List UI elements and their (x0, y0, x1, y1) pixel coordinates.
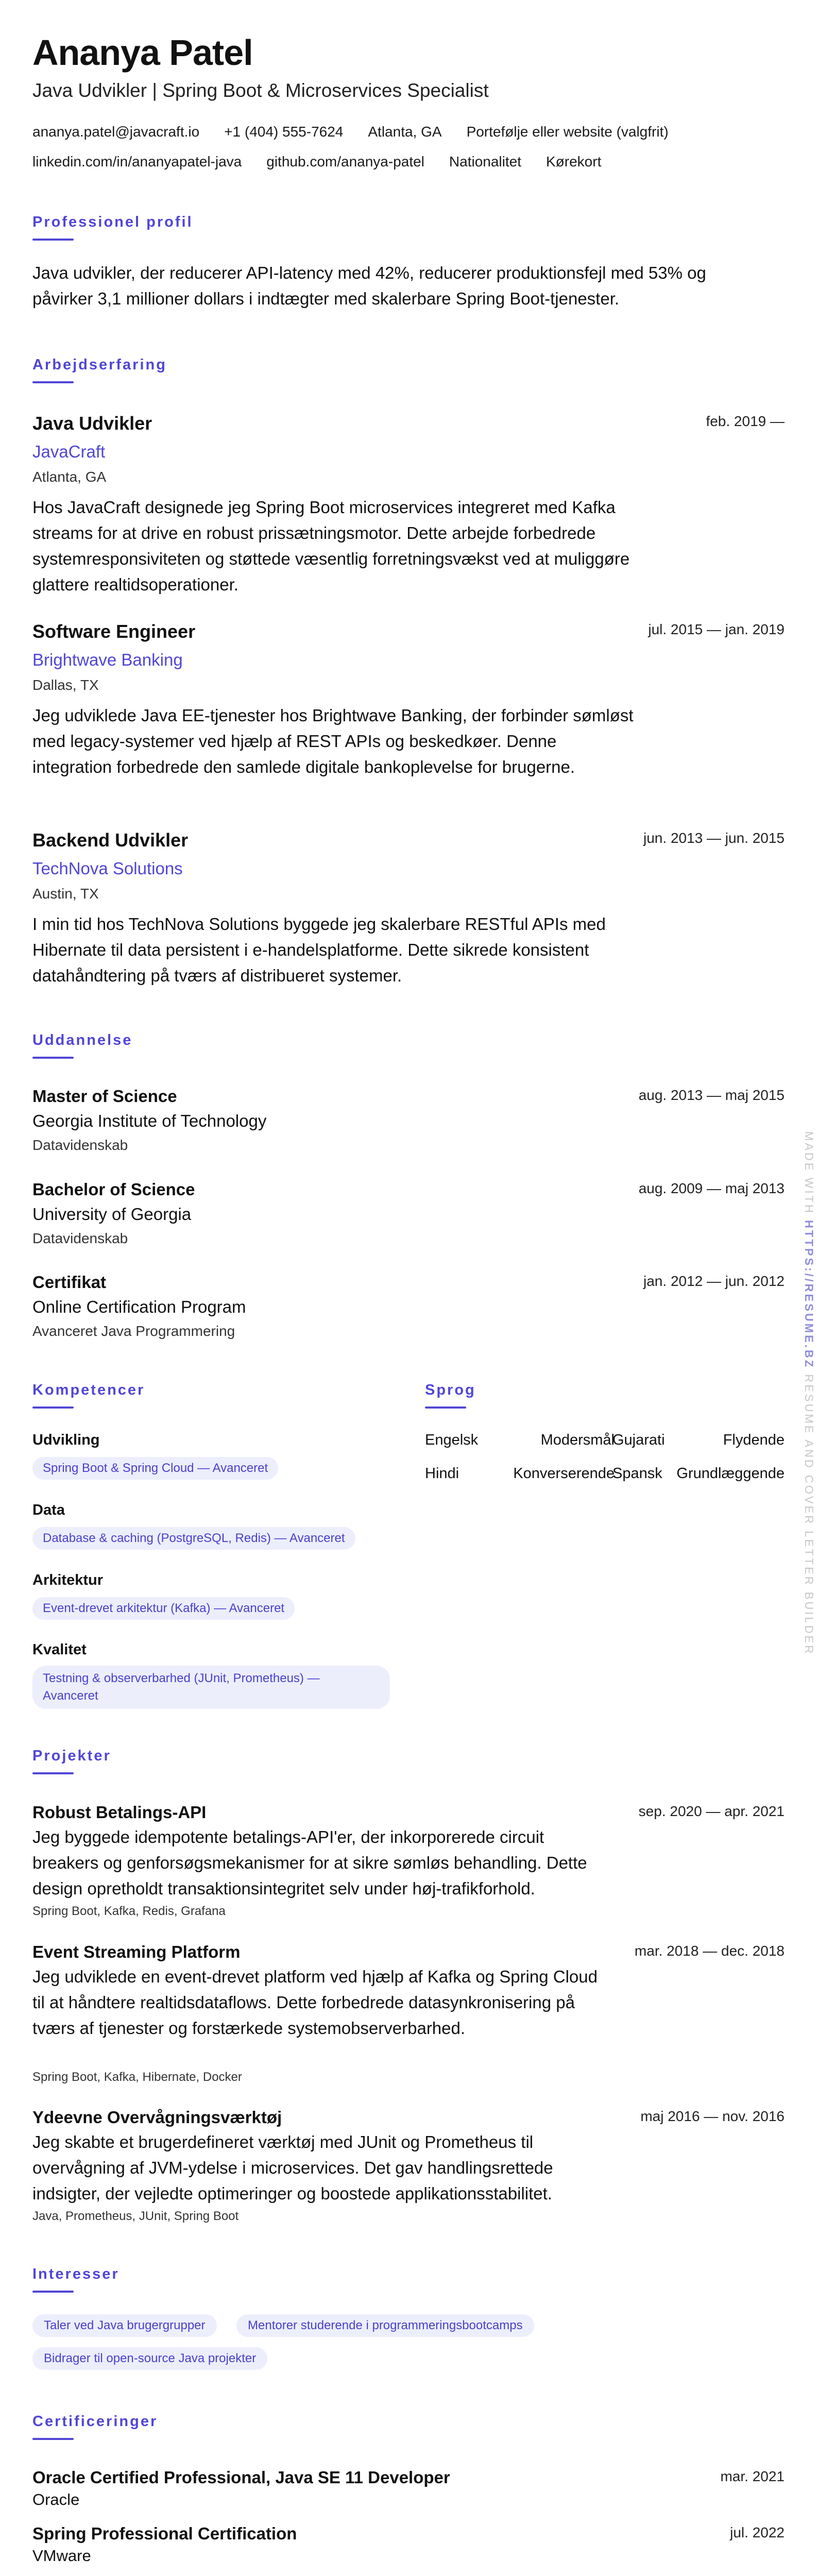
job-title: Backend Udvikler (32, 829, 189, 851)
watermark-prefix: MADE WITH (803, 1131, 815, 1220)
skill-pill-line: Testning & observerbarhed (JUnit, Prometheus) — (43, 1671, 320, 1685)
certifications-heading-underline (32, 2438, 74, 2440)
edu-date: aug. 2013 — maj 2015 (638, 1087, 785, 1103)
education-heading: Uddannelse (32, 1032, 133, 1048)
phone-link[interactable]: +1 (404) 555-7624 (224, 124, 344, 140)
job-company: JavaCraft (32, 442, 106, 461)
job-description: Jeg udviklede Java EE-tjenester hos Brightwave Banking, der forbinder sømløst med legacy-systemer ved hjælp af REST APIs og beskedkøer. Denne integration forbedrede den samlede digitale bankoplevelse for brugerne. (32, 706, 634, 776)
job-date: jul. 2015 — jan. 2019 (648, 621, 785, 637)
skill-pill: Database & caching (PostgreSQL, Redis) — Avanceret (32, 1527, 355, 1550)
profile-text: Java udvikler, der reducerer API-latency med 42%, reducerer produktionsfejl med 53% og påvirker 3,1 millioner dollars i indtægter med skalerbare Spring Boot-tjenester. (32, 263, 706, 308)
edu-school: Georgia Institute of Technology (32, 1111, 267, 1130)
job-title: Software Engineer (32, 621, 196, 642)
github-link[interactable]: github.com/ananya-patel (266, 154, 424, 170)
project-title: Event Streaming Platform (32, 1942, 241, 1961)
cert-org: Oracle (32, 2490, 80, 2509)
project-tech: Spring Boot, Kafka, Hibernate, Docker (32, 2070, 242, 2084)
cert-date: mar. 2021 (720, 2468, 785, 2484)
candidate-name: Ananya Patel (32, 32, 253, 73)
email-link[interactable]: ananya.patel@javacraft.io (32, 124, 200, 140)
education-heading-underline (32, 1057, 74, 1059)
skills-heading: Kompetencer (32, 1382, 145, 1398)
language-level: Modersmål (540, 1432, 615, 1448)
languages-heading-underline (425, 1406, 466, 1409)
skills-heading-underline (32, 1406, 74, 1409)
project-description: Jeg udviklede en event-drevet platform ved hjælp af Kafka og Spring Cloud til at håndtere realtidsdataflows. Dette forbedrede datasynkronisering på tværs af tjenester og forstærkede systemobserverbarhed. (32, 1967, 598, 2038)
watermark-link[interactable]: HTTPS://RESUME.BZ (803, 1220, 815, 1369)
cert-name: Oracle Certified Professional, Java SE 11 Developer (32, 2468, 450, 2487)
skill-category: Kvalitet (32, 1641, 87, 1658)
location-text: Atlanta, GA (368, 124, 442, 140)
projects-heading: Projekter (32, 1748, 111, 1764)
job-company: Brightwave Banking (32, 650, 183, 669)
language-name: Hindi (425, 1465, 459, 1482)
edu-degree: Master of Science (32, 1087, 177, 1106)
skill-category: Data (32, 1502, 65, 1518)
skill-pill (32, 1666, 390, 1709)
project-description: Jeg skabte et brugerdefineret værktøj med JUnit og Prometheus til overvågning af JVM-ydelse i microservices. Det gav handlingsrettede indsigter, der vejledte optimeringer og boostede applikationsstabilitet. (32, 2132, 553, 2203)
cert-date: jul. 2022 (730, 2524, 785, 2540)
project-date: maj 2016 — nov. 2016 (640, 2108, 785, 2124)
cert-name: Spring Professional Certification (32, 2524, 297, 2543)
skill-pill-line: Avanceret (43, 1689, 98, 1703)
project-tech: Spring Boot, Kafka, Redis, Grafana (32, 1904, 226, 1918)
interests-heading-underline (32, 2291, 74, 2293)
job-location: Atlanta, GA (32, 469, 107, 485)
linkedin-link[interactable]: linkedin.com/in/ananyapatel-java (32, 154, 242, 170)
watermark-suffix: RESUME AND COVER LETTER BUILDER (803, 1369, 815, 1656)
interest-pill: Bidrager til open-source Java projekter (32, 2347, 267, 2370)
drivers-license-text: Kørekort (546, 154, 602, 170)
profile-heading: Professionel profil (32, 214, 193, 230)
job-description: I min tid hos TechNova Solutions byggede jeg skalerbare RESTful APIs med Hibernate til data persistent i e-handelsplatforme. Dette sikrede konsistent datahåndtering på tværs af distribueret systemer. (32, 914, 606, 985)
edu-date: aug. 2009 — maj 2013 (638, 1180, 785, 1196)
job-date: feb. 2019 — (706, 413, 785, 429)
contact-row-1 (32, 123, 669, 141)
project-title: Robust Betalings-API (32, 1803, 207, 1822)
project-tech: Java, Prometheus, JUnit, Spring Boot (32, 2209, 239, 2223)
portfolio-link[interactable]: Portefølje eller website (valgfrit) (466, 124, 669, 140)
language-name: Spansk (612, 1465, 662, 1482)
language-level: Grundlæggende (676, 1465, 785, 1482)
interest-pill: Mentorer studerende i programmeringsbootcamps (236, 2314, 534, 2337)
edu-field: Datavidenskab (32, 1230, 128, 1246)
profile-heading-underline (32, 239, 74, 241)
language-level: Flydende (723, 1432, 785, 1448)
job-location: Austin, TX (32, 886, 99, 902)
languages-heading: Sprog (425, 1382, 476, 1398)
skill-pill: Event-drevet arkitektur (Kafka) — Avanceret (32, 1597, 295, 1620)
job-company: TechNova Solutions (32, 859, 183, 878)
edu-date: jan. 2012 — jun. 2012 (643, 1273, 785, 1289)
contact-row-2 (32, 152, 601, 171)
language-name: Gujarati (612, 1432, 665, 1448)
language-name: Engelsk (425, 1432, 479, 1448)
interests-heading: Interesser (32, 2266, 120, 2282)
skill-pill: Spring Boot & Spring Cloud — Avanceret (32, 1457, 278, 1480)
edu-field: Avanceret Java Programmering (32, 1323, 235, 1339)
builder-watermark (801, 1131, 816, 1655)
skill-category: Udvikling (32, 1432, 100, 1448)
job-location: Dallas, TX (32, 677, 99, 693)
experience-heading-underline (32, 381, 74, 383)
candidate-title: Java Udvikler | Spring Boot & Microservices Specialist (32, 80, 489, 101)
project-date: sep. 2020 — apr. 2021 (638, 1803, 785, 1819)
job-title: Java Udvikler (32, 413, 152, 434)
project-description: Jeg byggede idempotente betalings-API'er, der inkorporerede circuit breakers og genforsøgsmekanismer for at sikre sømløs behandling. Dette design opretholdt transaktionsintegritet selv under høj-trafikforhold. (32, 1827, 587, 1898)
edu-school: Online Certification Program (32, 1297, 246, 1316)
edu-school: University of Georgia (32, 1205, 192, 1224)
job-description: Hos JavaCraft designede jeg Spring Boot microservices integreret med Kafka streams for at drive en robust prissætningsmotor. Dette arbejde forbedrede systemresponsiviteten og støttede væsentlig forretningsvækst ved at muliggøre glattere realtidsoperationer. (32, 498, 630, 594)
edu-degree: Bachelor of Science (32, 1180, 195, 1199)
project-title: Ydeevne Overvågningsværktøj (32, 2108, 282, 2127)
cert-org: VMware (32, 2547, 91, 2565)
skill-category: Arkitektur (32, 1572, 103, 1588)
project-date: mar. 2018 — dec. 2018 (634, 1943, 785, 1959)
certifications-heading: Certificeringer (32, 2413, 158, 2430)
edu-field: Datavidenskab (32, 1137, 128, 1153)
language-level: Konverserende (513, 1465, 615, 1482)
projects-heading-underline (32, 1772, 74, 1774)
experience-heading: Arbejdserfaring (32, 357, 167, 373)
interest-pill: Taler ved Java brugergrupper (32, 2314, 217, 2337)
job-date: jun. 2013 — jun. 2015 (643, 830, 785, 846)
edu-degree: Certifikat (32, 1273, 107, 1292)
nationality-text: Nationalitet (449, 154, 521, 170)
